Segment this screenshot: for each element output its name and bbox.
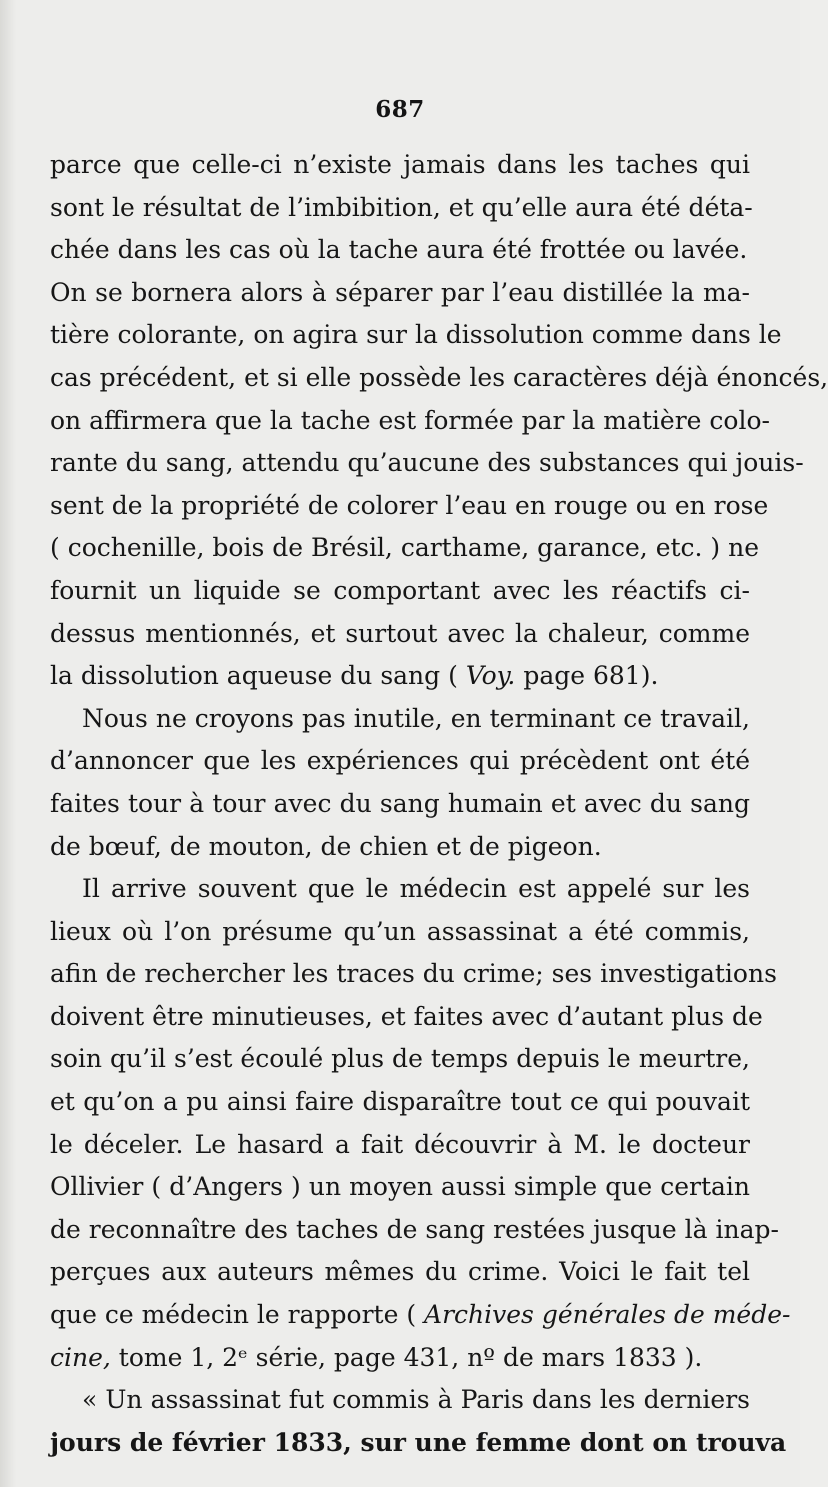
italic-span: Archives générales de méde-: [424, 1300, 791, 1330]
text-line: [50, 187, 753, 230]
text-span: On se bornera alors à séparer par l’eau distillée la ma-: [50, 277, 750, 307]
text-line: [50, 826, 750, 869]
text-line: [50, 953, 777, 996]
text-line: [50, 783, 750, 826]
text-line: [50, 1251, 750, 1294]
text-span: le déceler. Le hasard a fait découvrir à M. le docteur: [50, 1129, 750, 1159]
text-span: jours de février 1833, sur une femme dont on trouva: [50, 1427, 787, 1457]
text-line: [50, 868, 750, 911]
text-span: rante du sang, attendu qu’aucune des substances qui jouis-: [50, 448, 804, 478]
text-line: [50, 655, 750, 698]
text-span: doivent être minutieuses, et faites avec d’autant plus de: [50, 1001, 763, 1031]
text-line: [50, 1337, 750, 1380]
text-span: perçues aux auteurs mêmes du crime. Voici le fait tel: [50, 1257, 750, 1287]
text-span: de reconnaître des taches de sang restées jusque là inap-: [50, 1214, 779, 1244]
text-line: [50, 272, 750, 315]
page-edge-shadow: [0, 0, 16, 1487]
italic-span: Voy.: [465, 661, 516, 691]
text-line: [50, 740, 750, 783]
text-span: tome 1, 2ᵉ série, page 431, nº de mars 1833 ).: [110, 1342, 703, 1372]
text-span: Il arrive souvent que le médecin est appelé sur les: [82, 874, 750, 904]
text-line: [50, 1166, 750, 1209]
text-span: lieux où l’on présume qu’un assassinat a été commis,: [50, 916, 750, 946]
italic-span: cine,: [50, 1342, 111, 1372]
text-span: sont le résultat de l’imbibition, et qu’elle aura été déta-: [50, 192, 753, 222]
text-line: [50, 144, 750, 187]
text-span: page 681).: [515, 661, 659, 691]
text-span: d’annoncer que les expériences qui précèdent ont été: [50, 746, 750, 776]
text-line: [50, 1379, 750, 1422]
text-span: cas précédent, et si elle possède les caractères déjà énoncés,: [50, 362, 828, 392]
text-span: Nous ne croyons pas inutile, en terminant ce travail,: [82, 703, 750, 733]
text-line: [50, 400, 770, 443]
text-span: ( cochenille, bois de Brésil, carthame, garance, etc. ) ne: [50, 533, 760, 563]
text-span: et qu’on a pu ainsi faire disparaître tout ce qui pouvait: [50, 1087, 750, 1117]
text-line: [50, 1422, 787, 1465]
text-span: afin de rechercher les traces du crime; ses investigations: [50, 959, 777, 989]
text-span: dessus mentionnés, et surtout avec la chaleur, comme: [50, 618, 750, 648]
page-number: 687: [375, 96, 425, 123]
text-line: [50, 442, 804, 485]
text-span: soin qu’il s’est écoulé plus de temps depuis le meurtre,: [50, 1044, 750, 1074]
text-span: chée dans les cas où la tache aura été frottée ou lavée.: [50, 235, 748, 265]
text-span: que ce médecin le rapporte (: [50, 1300, 425, 1330]
text-span: de bœuf, de mouton, de chien et de pigeon.: [50, 831, 602, 861]
text-span: fournit un liquide se comportant avec les réactifs ci-: [50, 575, 750, 605]
text-line: [50, 357, 828, 400]
text-span: « Un assassinat fut commis à Paris dans les derniers: [82, 1385, 750, 1415]
text-line: [50, 570, 750, 613]
text-line: [50, 1038, 750, 1081]
text-line: [50, 485, 769, 528]
text-span: parce que celle-ci n’existe jamais dans les taches qui: [50, 150, 750, 179]
text-span: la dissolution aqueuse du sang (: [50, 661, 466, 691]
text-line: [50, 698, 750, 741]
text-line: [50, 996, 763, 1039]
text-line: [50, 1081, 750, 1124]
text-line: [50, 1209, 779, 1252]
text-span: on affirmera que la tache est formée par la matière colo-: [50, 405, 770, 435]
text-line: [50, 229, 750, 272]
body-text: [50, 144, 828, 1464]
text-span: sent de la propriété de colorer l’eau en rouge ou en rose: [50, 490, 769, 520]
text-line: [50, 314, 782, 357]
text-line: [50, 1124, 750, 1167]
text-span: Ollivier ( d’Angers ) un moyen aussi simple que certain: [50, 1172, 750, 1202]
text-span: tière colorante, on agira sur la dissolution comme dans le: [50, 320, 782, 350]
text-line: [50, 613, 750, 656]
text-line: [50, 527, 760, 570]
text-line: [50, 911, 750, 954]
text-line: [50, 1294, 791, 1337]
text-span: faites tour à tour avec du sang humain et avec du sang: [50, 788, 750, 818]
